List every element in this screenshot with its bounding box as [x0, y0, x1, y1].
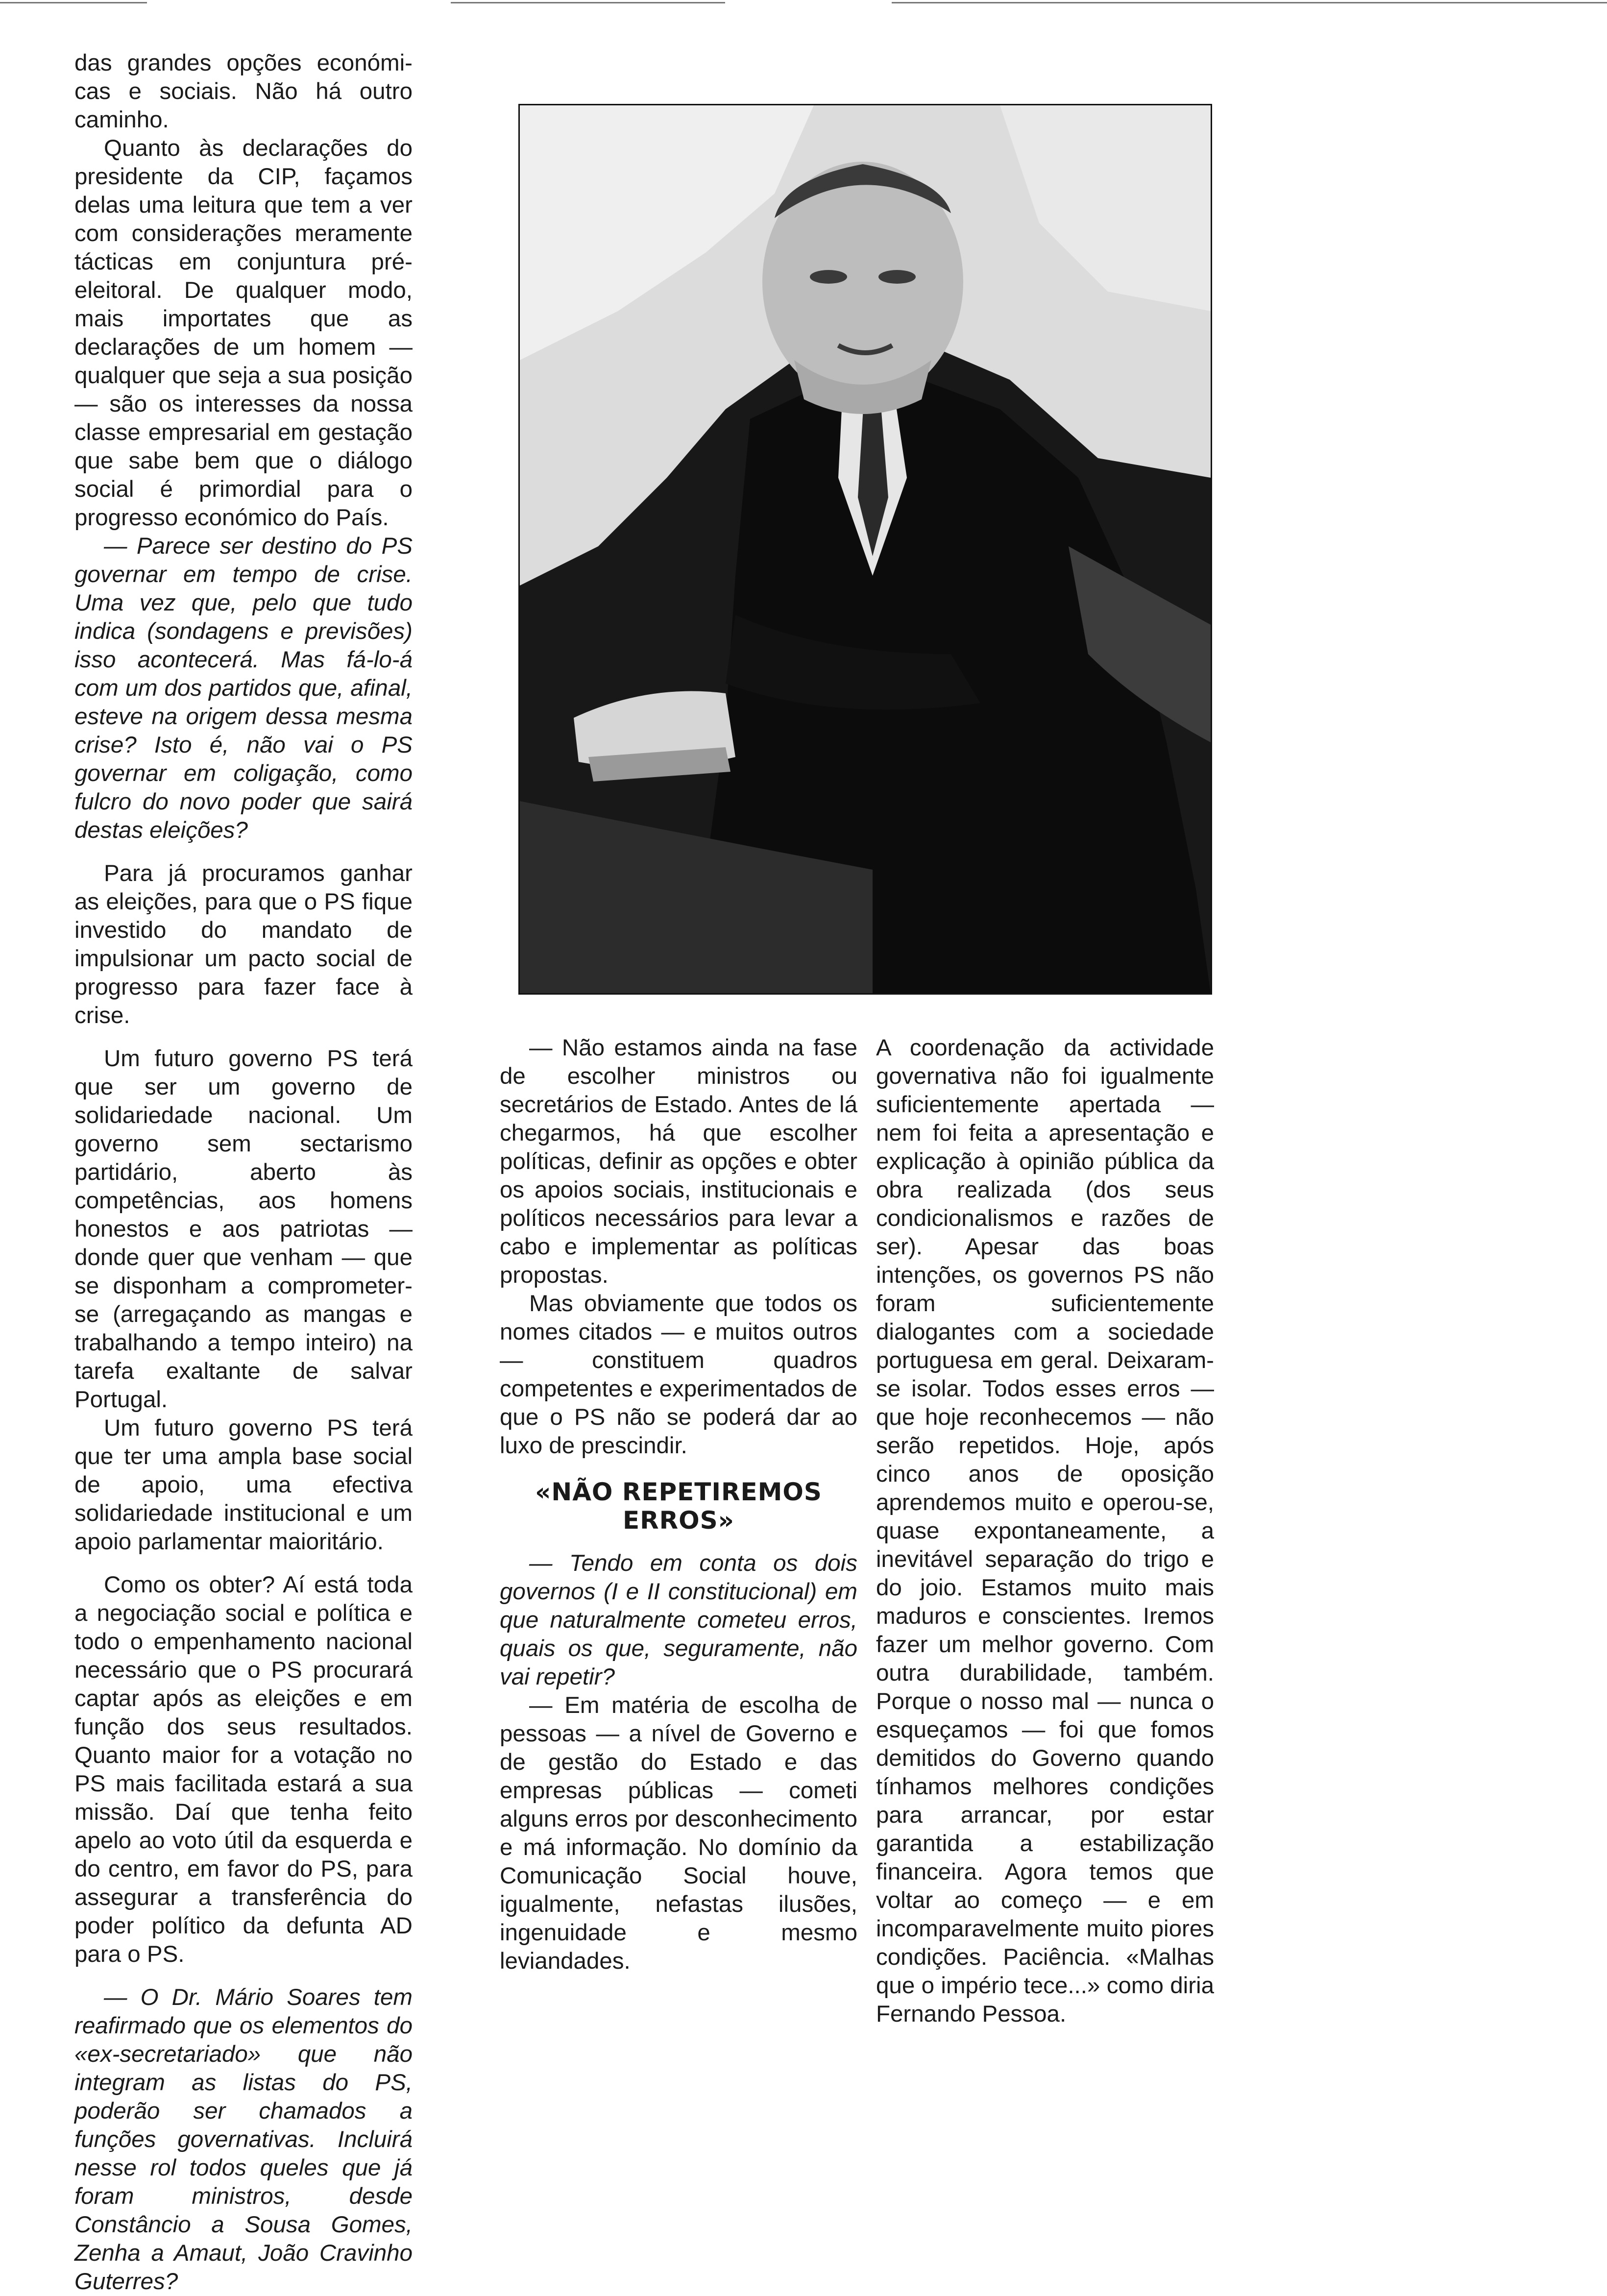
top-rule-right: [892, 2, 1607, 3]
article-column-3: [876, 1034, 1214, 2028]
paragraph: Mas obviamente que todos os nomes citados — e muitos outros — constituem quadros competentes e experimentados de que o PS não se poderá dar ao luxo de prescindir.: [500, 1291, 857, 1459]
paragraph: Um futuro governo PS terá que ter uma ampla base social de apoio, uma efectiva solidariedade institucional e um apoio parlamentar maioritário.: [74, 1415, 413, 1555]
article-column-2: [500, 1034, 857, 1976]
paragraph: Quanto às declarações do presidente da CIP, façamos delas uma leitura que tem a ver com considerações meramente tácticas em conjuntura pré-eleitoral. De qualquer modo, mais importates que as declarações de um homem — qualquer que seja a sua posição — são os interesses da nossa classe empresarial em gestação que sabe bem que o diálogo social é primordial para o progresso económico do País.: [74, 135, 413, 531]
interview-question: — Parece ser destino do PS governar em tempo de crise. Uma vez que, pelo que tudo indica (sondagens e previsões) isso acontecerá. Mas fá-lo-á com um dos partidos que, afinal, esteve na origem dessa mesma crise? Isto é, não vai o PS governar em coligação, como fulcro do novo poder que sairá destas eleições?: [74, 533, 413, 843]
section-heading: «NÃO REPETIREMOS ERROS»: [535, 1478, 822, 1535]
paragraph: — Não estamos ainda na fase de escolher ministros ou secretários de Estado. Antes de lá chegarmos, há que escolher políticas, definir as opções e obter os apoios sociais, institucionais e políticos necessários para levar a cabo e implementar as políticas propostas.: [500, 1035, 857, 1288]
paragraph: Como os obter? Aí está toda a negociação social e política e todo o empenhamento nacional necessário que o PS procurará captar após as eleições e em função dos seus resultados. Quanto maior for a votação no PS mais facilitada estará a sua missão. Daí que tenha feito apelo ao voto útil da esquerda e do centro, em favor do PS, para assegurar a transferência do poder político da defunta AD para o PS.: [74, 1572, 413, 1967]
top-rule-left: [0, 2, 147, 3]
paragraph: A coordenação da actividade governativa não foi igualmente suficientemente apertada — nem foi feita a apresentação e explicação à opinião pública da obra realizada (dos seus condicionalismos e razões de ser). Apesar das boas intenções, os governos PS não foram suficientemente dialogantes com a sociedade portuguesa em geral. Deixaram-se isolar. Todos esses erros — que hoje reconhecemos — não serão repetidos. Hoje, após cinco anos de oposição aprendemos muito e operou-se, quase expontaneamente, a inevitável separação do trigo e do joio. Estamos muito mais maduros e conscientes. Iremos fazer um melhor governo. Com outra durabilidade, também. Porque o nosso mal — nunca o esqueçamos — foi que fomos demitidos do Governo quando tínhamos melhores condições para arrancar, por estar garantida a estabilização financeira. Agora temos que voltar ao começo — e em incomparavelmente muito piores condições. Paciência. «Malhas que o império tece...» como diria Fernando Pessoa.: [876, 1035, 1214, 2027]
paragraph: Para já procuramos ganhar as eleições, para que o PS fique investido do mandato de impulsionar um pacto social de progresso para fazer face à crise.: [74, 860, 413, 1028]
interview-question: — Tendo em conta os dois governos (I e II constitucional) em que naturalmente cometeu erros, quais os que, seguramente, não vai repetir?: [500, 1550, 857, 1690]
article-column-1: [74, 49, 413, 2296]
top-rule-center: [451, 2, 725, 3]
paragraph: Um futuro governo PS terá que ser um governo de solidariedade nacional. Um governo sem sectarismo partidário, aberto às competências, aos homens honestos e aos patriotas — donde quer que venham — que se disponham a comprometer-se (arregaçando as mangas e trabalhando a tempo inteiro) na tarefa exaltante de salvar Portugal.: [74, 1046, 413, 1413]
paragraph: — Em matéria de escolha de pessoas — a nível de Governo e de gestão do Estado e das empresas públicas — cometi alguns erros por desconhecimento e má informação. No domínio da Comunicação Social houve, igualmente, nefastas ilusões, ingenuidade e mesmo leviandades.: [500, 1692, 857, 1974]
portrait-photo: [518, 104, 1212, 995]
paragraph: das grandes opções económi-cas e sociais. Não há outro caminho.: [74, 50, 413, 133]
interview-question: — O Dr. Mário Soares tem reafirmado que os elementos do «ex-secretariado» que não integram as listas do PS, poderão ser chamados a funções governativas. Incluirá nesse rol todos queles que já foram ministros, desde Constâncio a Sousa Gomes, Zenha a Amaut, João Cravinho Guterres?: [74, 1984, 413, 2295]
